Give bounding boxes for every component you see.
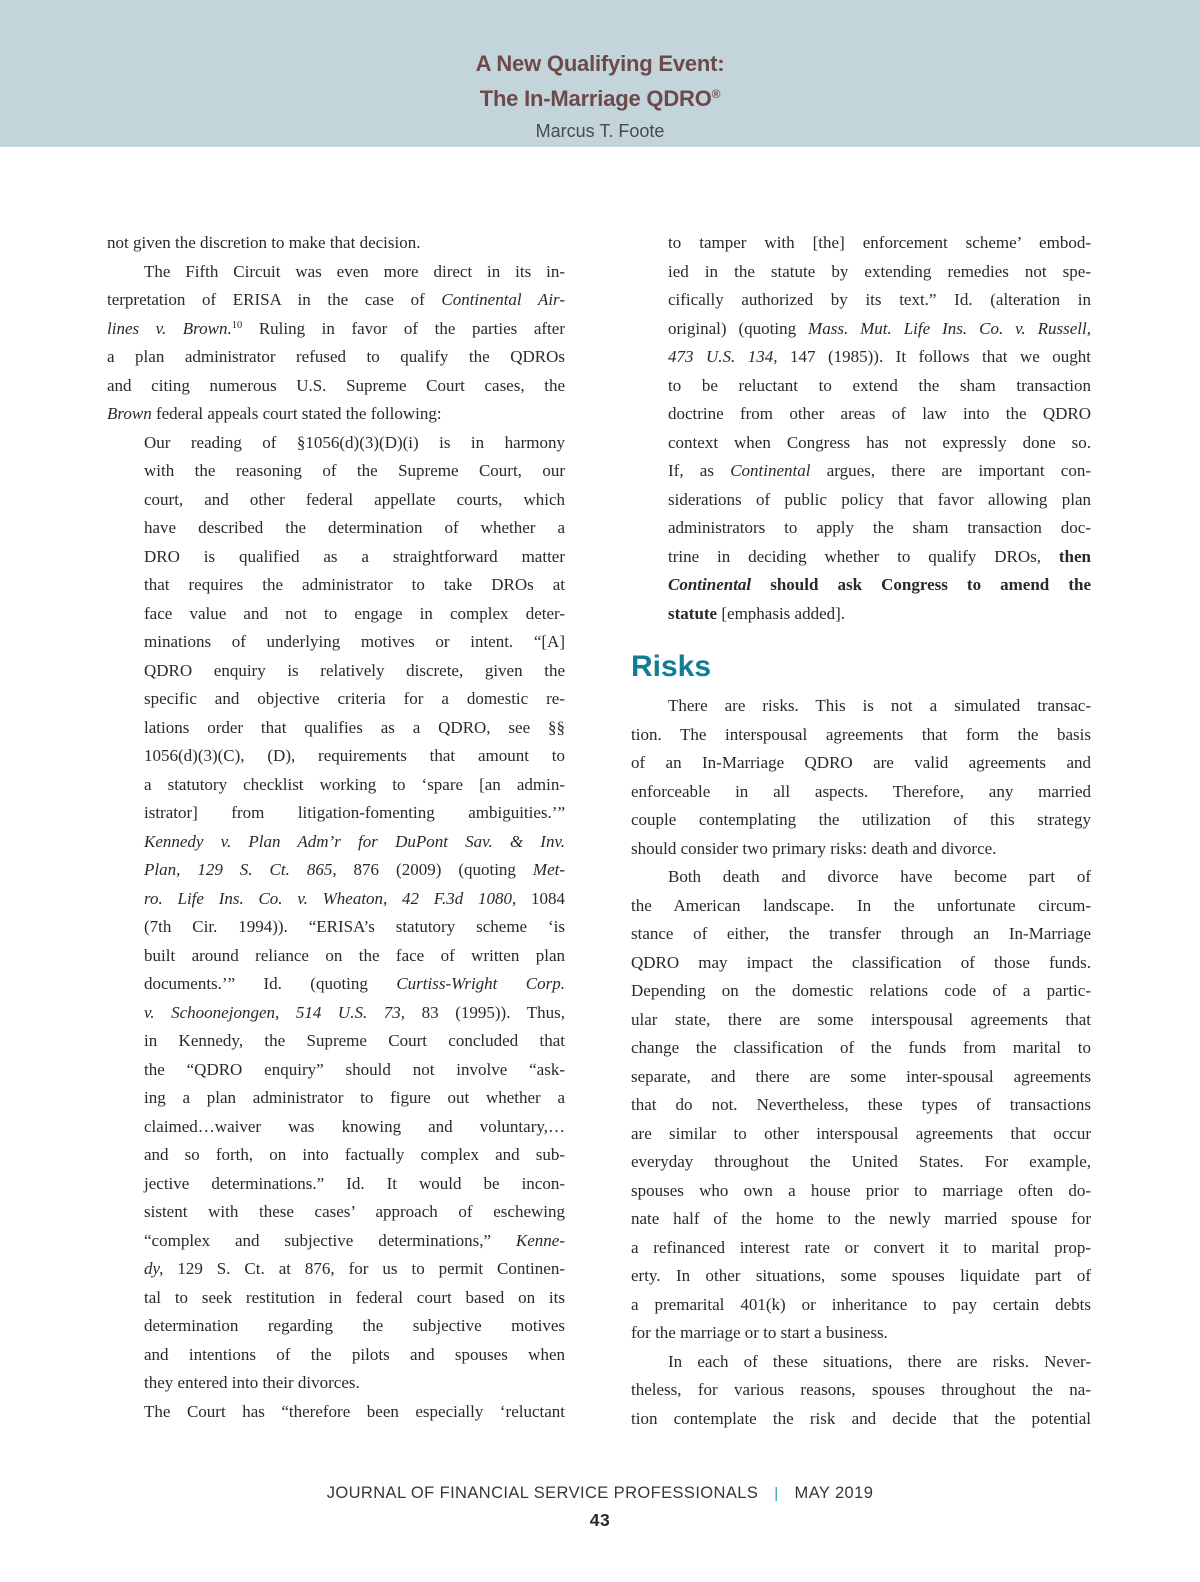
text-line: a refinanced interest rate or convert it to marital prop-	[631, 1237, 1091, 1257]
paragraph	[107, 1398, 565, 1427]
text-line: original) (quoting Mass. Mut. Life Ins. Co. v. Russell,	[668, 318, 1091, 338]
text-line: Continental should ask Congress to amend the	[668, 575, 1091, 594]
paragraph	[631, 692, 1091, 863]
text-line: of an In-Marriage QDRO are valid agreements and	[631, 753, 1091, 772]
text-line: The Court has “therefore been especially ‘reluctant	[144, 1401, 565, 1421]
text-line: everyday throughout the United States. For example,	[631, 1152, 1091, 1171]
header-band	[0, 0, 1200, 147]
text-line: Kennedy v. Plan Adm’r for DuPont Sav. & Inv.	[144, 831, 565, 851]
page-number: 43	[589, 1510, 611, 1530]
paragraph	[631, 1348, 1091, 1434]
text-line: In each of these situations, there are risks. Never-	[668, 1351, 1091, 1371]
text-line: ing a plan administrator to figure out whether a	[144, 1088, 565, 1107]
text-line: DRO is qualified as a straightforward matter	[144, 546, 565, 566]
paragraph	[107, 258, 565, 429]
text-line: cifically authorized by its text.” Id. (alteration in	[668, 290, 1091, 309]
author-name: Marcus T. Foote	[535, 121, 665, 141]
text-line: Depending on the domestic relations code of a partic-	[631, 981, 1091, 1000]
text-line: not given the discretion to make that decision.	[107, 233, 421, 252]
text-line: jective determinations.” Id. It would be incon-	[144, 1173, 565, 1193]
text-line: “complex and subjective determinations,” Kenne-	[144, 1230, 565, 1250]
text-line: trine in deciding whether to qualify DROs, then	[668, 546, 1091, 566]
content-columns	[0, 229, 1200, 1433]
blockquote	[631, 229, 1091, 628]
text-line: dy, 129 S. Ct. at 876, for us to permit Continen-	[144, 1259, 565, 1278]
text-line: that do not. Nevertheless, these types of transactions	[631, 1095, 1091, 1114]
text-line: determination regarding the subjective motives	[144, 1316, 565, 1335]
section-heading-risks: Risks	[631, 650, 712, 683]
column-left	[107, 229, 565, 1433]
text-line: spouses who own a house prior to marriage often do-	[631, 1180, 1091, 1200]
text-line: to be reluctant to extend the sham transaction	[668, 375, 1091, 395]
text-line: face value and not to engage in complex deter-	[144, 603, 565, 623]
text-line: If, as Continental argues, there are important con-	[668, 461, 1091, 480]
text-line: separate, and there are some inter-spousal agreements	[631, 1066, 1091, 1086]
text-line: erty. In other situations, some spouses liquidate part of	[631, 1266, 1091, 1285]
paragraph	[631, 863, 1091, 1348]
text-line: 1056(d)(3)(C), (D), requirements that amount to	[144, 746, 565, 765]
column-right	[631, 229, 1091, 1433]
text-line: There are risks. This is not a simulated transac-	[668, 696, 1091, 715]
text-line: should consider two primary risks: death and divorce.	[631, 838, 997, 858]
text-line: context when Congress has not expressly done so.	[668, 432, 1091, 452]
text-line: and citing numerous U.S. Supreme Court cases, the	[107, 375, 565, 395]
text-line: specific and objective criteria for a domestic re-	[144, 689, 565, 708]
text-line: doctrine from other areas of law into the QDRO	[668, 404, 1091, 423]
text-line: QDRO enquiry is relatively discrete, given the	[144, 660, 565, 680]
text-line: and intentions of the pilots and spouses when	[144, 1344, 565, 1364]
text-line: the “QDRO enquiry” should not involve “ask-	[144, 1059, 565, 1079]
text-line: administrators to apply the sham transaction doc-	[668, 518, 1091, 537]
text-line: sistent with these cases’ approach of eschewing	[144, 1202, 565, 1221]
text-line: have described the determination of whether a	[144, 518, 565, 537]
text-line: lines v. Brown.$^{10}$ Ruling in favor of the parties after	[107, 318, 565, 338]
paragraph	[107, 229, 565, 258]
blockquote	[107, 429, 565, 1398]
text-line: Our reading of §1056(d)(3)(D)(i) is in harmony	[144, 432, 565, 452]
text-line: documents.’” Id. (quoting Curtiss-Wright Corp.	[144, 974, 565, 993]
article-title	[0, 49, 1200, 114]
text-line: ied in the statute by extending remedies not spe-	[668, 261, 1091, 281]
footer-line	[0, 1484, 1200, 1503]
text-line: v. Schoonejongen, 514 U.S. 73, 83 (1995)). Thus,	[144, 1002, 565, 1022]
text-line: statute [emphasis added].	[668, 603, 846, 623]
text-line: a statutory checklist working to ‘spare [an admin-	[144, 774, 565, 794]
article-title-line2: The In-Marriage QDRO®	[479, 86, 721, 111]
text-line: and so forth, on into factually complex and sub-	[144, 1145, 565, 1164]
registered-mark: ®	[711, 87, 721, 101]
text-line: tion. The interspousal agreements that form the basis	[631, 724, 1091, 744]
text-line: theless, for various reasons, spouses throughout the na-	[631, 1380, 1091, 1399]
text-line: (7th Cir. 1994)). “ERISA’s statutory scheme ‘is	[144, 917, 565, 936]
text-line: stance of either, the transfer through an In-Marriage	[631, 924, 1091, 943]
text-line: a plan administrator refused to qualify the QDROs	[107, 347, 565, 366]
text-line: 473 U.S. 134, 147 (1985)). It follows that we ought	[668, 347, 1092, 366]
text-line: a premarital 401(k) or inheritance to pay certain debts	[631, 1294, 1091, 1314]
text-line: built around reliance on the face of written plan	[144, 945, 565, 965]
text-line: with the reasoning of the Supreme Court, our	[144, 461, 565, 480]
text-line: for the marriage or to start a business.	[631, 1323, 888, 1342]
text-line: tion contemplate the risk and decide that the potential	[631, 1408, 1091, 1428]
text-line: The Fifth Circuit was even more direct in its in-	[144, 261, 565, 281]
footer-separator: |	[774, 1485, 779, 1502]
article-title-line1: A New Qualifying Event:	[475, 51, 725, 76]
text-line: in Kennedy, the Supreme Court concluded that	[144, 1031, 565, 1050]
text-line: claimed…waiver was knowing and voluntary,…	[144, 1116, 565, 1136]
text-line: the American landscape. In the unfortunate circum-	[631, 895, 1091, 915]
text-line: ular state, there are some interspousal agreements that	[631, 1009, 1091, 1029]
text-line: istrator] from litigation-fomenting ambiguities.’”	[144, 803, 565, 822]
text-line: Both death and divorce have become part of	[668, 867, 1091, 886]
text-line: change the classification of the funds from marital to	[631, 1038, 1091, 1057]
text-line: terpretation of ERISA in the case of Continental Air-	[107, 290, 565, 309]
text-line: enforceable in all aspects. Therefore, any married	[631, 781, 1091, 801]
text-line: couple contemplating the utilization of this strategy	[631, 810, 1091, 829]
footer	[0, 1484, 1200, 1531]
text-line: are similar to other interspousal agreements that occur	[631, 1123, 1091, 1143]
text-line: minations of underlying motives or intent. “[A]	[144, 632, 565, 651]
text-line: Plan, 129 S. Ct. 865, 876 (2009) (quoting Met-	[144, 860, 565, 879]
text-line: nate half of the home to the newly married spouse for	[631, 1209, 1091, 1228]
journal-name: JOURNAL OF FINANCIAL SERVICE PROFESSIONALS	[326, 1484, 759, 1502]
issue-date: MAY 2019	[794, 1484, 874, 1502]
text-line: QDRO may impact the classification of those funds.	[631, 952, 1091, 972]
text-line: they entered into their divorces.	[144, 1373, 360, 1392]
text-line: court, and other federal appellate courts, which	[144, 489, 565, 509]
text-line: to tamper with [the] enforcement scheme’ embod-	[668, 233, 1091, 252]
text-line: lations order that qualifies as a QDRO, see §§	[144, 717, 565, 737]
text-line: that requires the administrator to take DROs at	[144, 575, 565, 594]
text-line: tal to seek restitution in federal court based on its	[144, 1287, 565, 1307]
text-line: ro. Life Ins. Co. v. Wheaton, 42 F.3d 1080, 1084	[144, 888, 566, 908]
text-line: Brown federal appeals court stated the following:	[107, 404, 442, 423]
text-line: siderations of public policy that favor allowing plan	[668, 489, 1091, 509]
